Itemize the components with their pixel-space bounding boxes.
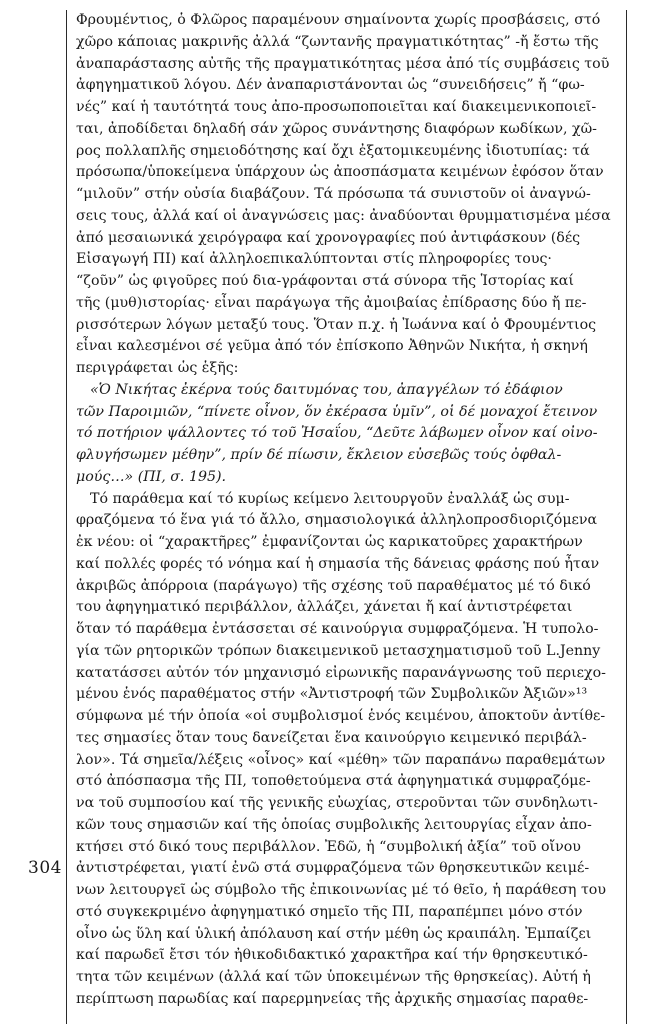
text-line: ται, ἀποδίδεται δηλαδή σάν χῶρος συνάντησης διαφόρων κωδίκων, χῶ- [76, 120, 597, 137]
text-line: ρος πολλαπλῆς σημειοδότησης καί ὄχι ἐξατομικευμένης ἰδιοτυπίας: τά [76, 142, 590, 159]
text-line: νων λειτουργεῖ ὡς σύμβολο τῆς ἐπικοινωνίας μέ τό θεῖο, ἡ παράθεση του [76, 882, 606, 898]
text-line: οἶνο ὡς ὕλη καί ὑλική ἀπόλαυση καί στήν μέθη ὡς κραιπάλη. Ἐμπαίζει [76, 925, 592, 942]
text-line: να τοῦ συμποσίου καί τῆς γενικῆς εὐωχίας, στεροῦνται τῶν συνδηλωτι- [76, 795, 598, 811]
text-line: ὅταν τό παράθεμα ἐντάσσεται σέ καινούργια συμφραζόμενα. Ἡ τυπολο- [76, 621, 599, 637]
text-line: φλυγήσωμεν μέθην”, πρίν δέ πίωσιν, ἔκλειον εὐσεβῶς τούς ὀφθαλ- [76, 447, 562, 463]
page-number: 304 [28, 858, 62, 878]
text-line: ἀκριβῶς ἀπόρροια (παράγωγο) τῆς σχέσης τοῦ παραθέματος μέ τό δικό [76, 577, 591, 594]
text-line: σύμφωνα μέ τήν ὁποία «οἱ συμβολισμοί ἑνός κειμένου, ἀποκτοῦν ἀντίθε- [76, 708, 606, 724]
text-line: ἐκ νέου: οἱ “χαρακτῆρες” ἐμφανίζονται ὡς καρικατοῦρες χαρακτήρων [76, 534, 583, 550]
text-line: μένου ἑνός παραθέματος στήν «Ἀντιστροφή τῶν Συμβολικῶν Ἀξιῶν»¹³ [76, 686, 588, 703]
text-line: ρισσότερων λόγων μεταξύ τους. Ὅταν π.χ. ἡ Ἰωάννα καί ὁ Φρουμέντιος [76, 316, 597, 333]
text-line: ἀναπαράστασης αὐτῆς τῆς πραγματικότητας μέσα ἀπό τίς συμβάσεις τοῦ [76, 55, 610, 72]
text-line: χῶρο κάποιας μακρινῆς ἀλλά “ζωντανῆς πραγματικότητας” -ἤ ἔστω τῆς [76, 33, 599, 50]
text-line: στό συγκεκριμένο ἀφηγηματικό σημεῖο τῆς ΠΙ, παραπέμπει μόνο στόν [76, 903, 583, 920]
text-line: τό ποτήριον ψάλλοντες τό τοῦ Ἠσαΐου, “Δεῦτε λάβωμεν οἶνον καί οἰνο- [76, 425, 598, 442]
text-line: γία τῶν ρητορικῶν τρόπων διακειμενικοῦ μετασχηματισμοῦ τοῦ L.Jenny [76, 642, 601, 659]
text-line: “ζοῦν” ὡς φιγοῦρες πού δια-γράφονται στά σύνορα τῆς Ἱστορίας καί [76, 273, 574, 289]
text-line: λον». Τά σημεῖα/λέξεις «οἶνος» καί «μέθη» τῶν παραπάνω παραθεμάτων [76, 751, 606, 768]
text-line: Φρουμέντιος, ὁ Φλῶρος παραμένουν σημαίνοντα χωρίς προσβάσεις, στό [76, 12, 601, 28]
text-line: κῶν τους σημασιῶν καί τῆς ὁποίας συμβολικῆς λειτουργίας εἶχαν ἀπο- [76, 816, 592, 833]
text-line: στό ἀπόσπασμα τῆς ΠΙ, τοποθετούμενα στά ἀφηγηματικά συμφραζόμε- [76, 773, 591, 790]
text-line: μούς…» (ΠΙ, σ. 195). [76, 468, 227, 485]
text-line: ἀντιστρέφεται, γιατί ἐνῶ στά συμφραζόμενα τῶν θρησκευτικῶν κειμέ- [76, 860, 590, 877]
text-line: τες σημασίες ὅταν τους δανείζεται ἕνα καινούργιο κειμενικό περιβάλ- [76, 729, 587, 746]
text-line: νές” καί ἡ ταυτότητά τους ἀπο-προσωποποιεῖται καί διακειμενικοποιεῖ- [76, 99, 597, 115]
text-line: ἀπό μεσαιωνικά χειρόγραφα καί χρονογραφίες πού ἀντιφάσκουν (δές [76, 229, 581, 246]
body-text [76, 10, 619, 1011]
text-line: Τό παράθεμα καί τό κυρίως κείμενο λειτουργοῦν ἐναλλάξ ὡς συμ- [90, 490, 570, 507]
text-line: φραζόμενα τό ἕνα γιά τό ἄλλο, σημασιολογικά ἀλληλοπροσδιοριζόμενα [76, 512, 598, 529]
text-line: εἶναι καλεσμένοι σέ γεῦμα ἀπό τόν ἐπίσκοπο Ἀθηνῶν Νικήτα, ἡ σκηνή [76, 338, 588, 355]
text-line: περιγράφεται ὡς ἑξῆς: [76, 360, 239, 376]
text-line: τῶν Παροιμιῶν, “πίνετε οἶνον, ὅν ἐκέρασα ὑμῖν”, οἱ δέ μοναχοί ἔτεινον [76, 403, 598, 420]
text-line: Εἰσαγωγή ΠΙ) καί ἀλληλοεπικαλύπτονται στίς πληροφορίες τους· [76, 251, 552, 268]
text-line: πρόσωπα/ὑποκείμενα ὑπάρχουν ὡς ἀποσπάσματα κειμένων ἐφόσον ὅταν [76, 164, 604, 181]
text-line: καί πολλές φορές τό νόημα καί ἡ σημασία τῆς δάνειας φράσης πού ἦταν [76, 555, 600, 572]
text-line: “μιλοῦν” στήν οὐσία διαβάζουν. Τά πρόσωπα τά συνιστοῦν οἱ ἀναγνώ- [76, 186, 591, 202]
text-line: του ἀφηγηματικό περιβάλλον, ἀλλάζει, χάνεται ἤ καί ἀντιστρέφεται [76, 599, 573, 616]
left-margin-rule [66, 10, 67, 1024]
text-line: ἀφηγηματικοῦ λόγου. Δέν ἀναπαριστάνονται ὡς “συνειδήσεις” ἤ “φω- [76, 77, 585, 94]
right-margin-rule [626, 10, 627, 1024]
text-line: «Ὁ Νικήτας ἐκέρνα τούς δαιτυμόνας του, ἀπαγγέλων τό ἐδάφιον [90, 381, 563, 398]
text-line: περίπτωση παρωδίας καί παρερμηνείας τῆς ἀρχικῆς σημασίας παραθε- [76, 990, 589, 1007]
text-line: κατατάσσει αὐτόν τόν μηχανισμό εἰρωνικῆς παρανάγνωσης τοῦ περιεχο- [76, 664, 606, 681]
text-line: τῆς (μυθ)ιστορίας· εἶναι παράγωγα τῆς ἀμοιβαίας ἐπίδρασης δύο ἤ πε- [76, 294, 587, 311]
text-line: καί παρωδεῖ ἔτσι τόν ἠθικοδιδακτικό χαρακτῆρα καί τήν θρησκευτικό- [76, 947, 588, 964]
text-line: τητα τῶν κειμένων (ἀλλά καί τῶν ὑποκειμένων τῆς θρησκείας). Αὐτή ἡ [76, 969, 591, 985]
text-line: σεις τους, ἀλλά καί οἱ ἀναγνώσεις μας: ἀναδύονται θρυμματισμένα μέσα [76, 207, 611, 224]
text-line: κτήσει στό δικό τους περιβάλλον. Ἐδῶ, ἡ “συμβολική ἀξία” τοῦ οἴνου [76, 838, 581, 855]
